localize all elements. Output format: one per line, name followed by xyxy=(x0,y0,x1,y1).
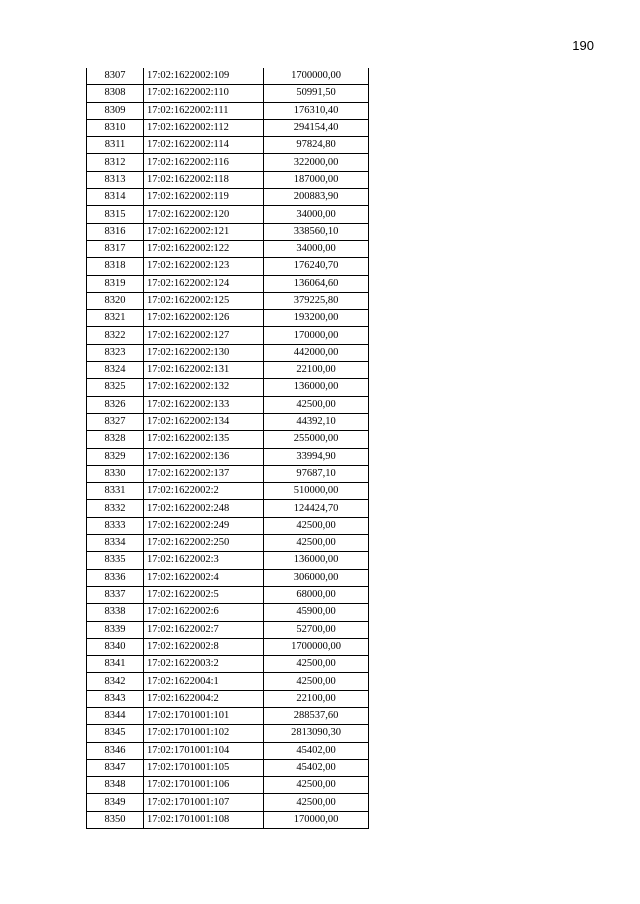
cadastral-number-cell: 17:02:1701001:108 xyxy=(144,811,264,828)
row-number-cell: 8348 xyxy=(87,777,144,794)
cadastral-number-cell: 17:02:1622002:3 xyxy=(144,552,264,569)
table-row xyxy=(87,171,369,188)
value-cell: 1700000,00 xyxy=(264,638,369,655)
cadastral-number-cell: 17:02:1622002:120 xyxy=(144,206,264,223)
cadastral-number-cell: 17:02:1622002:134 xyxy=(144,413,264,430)
cadastral-number-cell: 17:02:1701001:105 xyxy=(144,759,264,776)
value-cell: 322000,00 xyxy=(264,154,369,171)
value-cell: 45402,00 xyxy=(264,742,369,759)
value-cell: 170000,00 xyxy=(264,327,369,344)
table-row xyxy=(87,344,369,361)
value-cell: 176310,40 xyxy=(264,102,369,119)
value-cell: 33994,90 xyxy=(264,448,369,465)
table-row xyxy=(87,725,369,742)
row-number-cell: 8342 xyxy=(87,673,144,690)
table-row xyxy=(87,189,369,206)
row-number-cell: 8346 xyxy=(87,742,144,759)
value-cell: 42500,00 xyxy=(264,535,369,552)
value-cell: 2813090,30 xyxy=(264,725,369,742)
row-number-cell: 8333 xyxy=(87,517,144,534)
value-cell: 42500,00 xyxy=(264,794,369,811)
row-number-cell: 8312 xyxy=(87,154,144,171)
row-number-cell: 8337 xyxy=(87,586,144,603)
cadastral-number-cell: 17:02:1622002:4 xyxy=(144,569,264,586)
cadastral-number-cell: 17:02:1701001:106 xyxy=(144,777,264,794)
row-number-cell: 8336 xyxy=(87,569,144,586)
cadastral-number-cell: 17:02:1622002:111 xyxy=(144,102,264,119)
row-number-cell: 8338 xyxy=(87,604,144,621)
table-row xyxy=(87,102,369,119)
row-number-cell: 8344 xyxy=(87,707,144,724)
page-number: 190 xyxy=(572,38,594,53)
cadastral-number-cell: 17:02:1622003:2 xyxy=(144,656,264,673)
value-cell: 294154,40 xyxy=(264,119,369,136)
row-number-cell: 8323 xyxy=(87,344,144,361)
row-number-cell: 8345 xyxy=(87,725,144,742)
cadastral-number-cell: 17:02:1622002:7 xyxy=(144,621,264,638)
table-row xyxy=(87,379,369,396)
row-number-cell: 8309 xyxy=(87,102,144,119)
row-number-cell: 8321 xyxy=(87,310,144,327)
value-cell: 45900,00 xyxy=(264,604,369,621)
table-row xyxy=(87,811,369,828)
value-cell: 200883,90 xyxy=(264,189,369,206)
table-row xyxy=(87,569,369,586)
cadastral-number-cell: 17:02:1622002:133 xyxy=(144,396,264,413)
table-row xyxy=(87,517,369,534)
value-cell: 68000,00 xyxy=(264,586,369,603)
row-number-cell: 8330 xyxy=(87,465,144,482)
table-row xyxy=(87,552,369,569)
table-row xyxy=(87,413,369,430)
value-cell: 1700000,00 xyxy=(264,68,369,85)
cadastral-number-cell: 17:02:1622002:135 xyxy=(144,431,264,448)
value-cell: 97824,80 xyxy=(264,137,369,154)
row-number-cell: 8335 xyxy=(87,552,144,569)
cadastral-number-cell: 17:02:1701001:104 xyxy=(144,742,264,759)
cadastral-number-cell: 17:02:1622002:123 xyxy=(144,258,264,275)
table-row xyxy=(87,707,369,724)
cadastral-number-cell: 17:02:1622004:2 xyxy=(144,690,264,707)
cadastral-number-cell: 17:02:1622002:118 xyxy=(144,171,264,188)
row-number-cell: 8324 xyxy=(87,362,144,379)
value-cell: 42500,00 xyxy=(264,517,369,534)
cadastral-number-cell: 17:02:1622002:125 xyxy=(144,292,264,309)
row-number-cell: 8318 xyxy=(87,258,144,275)
row-number-cell: 8328 xyxy=(87,431,144,448)
value-cell: 193200,00 xyxy=(264,310,369,327)
row-number-cell: 8310 xyxy=(87,119,144,136)
row-number-cell: 8329 xyxy=(87,448,144,465)
table-row xyxy=(87,258,369,275)
value-cell: 45402,00 xyxy=(264,759,369,776)
value-cell: 176240,70 xyxy=(264,258,369,275)
row-number-cell: 8314 xyxy=(87,189,144,206)
value-cell: 42500,00 xyxy=(264,673,369,690)
cadastral-number-cell: 17:02:1622002:109 xyxy=(144,68,264,85)
row-number-cell: 8347 xyxy=(87,759,144,776)
table-row xyxy=(87,431,369,448)
cadastral-number-cell: 17:02:1701001:107 xyxy=(144,794,264,811)
cadastral-number-cell: 17:02:1622002:130 xyxy=(144,344,264,361)
row-number-cell: 8322 xyxy=(87,327,144,344)
row-number-cell: 8334 xyxy=(87,535,144,552)
row-number-cell: 8331 xyxy=(87,483,144,500)
row-number-cell: 8317 xyxy=(87,240,144,257)
table-row xyxy=(87,275,369,292)
table-row xyxy=(87,137,369,154)
cadastral-number-cell: 17:02:1701001:102 xyxy=(144,725,264,742)
table-row xyxy=(87,759,369,776)
row-number-cell: 8340 xyxy=(87,638,144,655)
table-row xyxy=(87,119,369,136)
value-cell: 338560,10 xyxy=(264,223,369,240)
value-cell: 255000,00 xyxy=(264,431,369,448)
table-row xyxy=(87,448,369,465)
cadastral-number-cell: 17:02:1622002:127 xyxy=(144,327,264,344)
value-cell: 288537,60 xyxy=(264,707,369,724)
cadastral-number-cell: 17:02:1622002:122 xyxy=(144,240,264,257)
row-number-cell: 8327 xyxy=(87,413,144,430)
table-row xyxy=(87,673,369,690)
row-number-cell: 8315 xyxy=(87,206,144,223)
cadastral-number-cell: 17:02:1622002:5 xyxy=(144,586,264,603)
table-row xyxy=(87,327,369,344)
table-row xyxy=(87,68,369,85)
row-number-cell: 8325 xyxy=(87,379,144,396)
table-body xyxy=(87,68,369,829)
row-number-cell: 8307 xyxy=(87,68,144,85)
cadastral-number-cell: 17:02:1622002:126 xyxy=(144,310,264,327)
row-number-cell: 8341 xyxy=(87,656,144,673)
cadastral-number-cell: 17:02:1622002:248 xyxy=(144,500,264,517)
table-row xyxy=(87,586,369,603)
cadastral-number-cell: 17:02:1622002:8 xyxy=(144,638,264,655)
row-number-cell: 8332 xyxy=(87,500,144,517)
table-row xyxy=(87,206,369,223)
cadastral-number-cell: 17:02:1622002:116 xyxy=(144,154,264,171)
value-cell: 306000,00 xyxy=(264,569,369,586)
table-row xyxy=(87,465,369,482)
cadastral-number-cell: 17:02:1622002:119 xyxy=(144,189,264,206)
value-cell: 170000,00 xyxy=(264,811,369,828)
cadastral-number-cell: 17:02:1622002:137 xyxy=(144,465,264,482)
row-number-cell: 8339 xyxy=(87,621,144,638)
value-cell: 42500,00 xyxy=(264,396,369,413)
cadastral-number-cell: 17:02:1622002:131 xyxy=(144,362,264,379)
value-cell: 136000,00 xyxy=(264,379,369,396)
row-number-cell: 8326 xyxy=(87,396,144,413)
value-cell: 34000,00 xyxy=(264,240,369,257)
cadastral-number-cell: 17:02:1701001:101 xyxy=(144,707,264,724)
cadastral-number-cell: 17:02:1622002:112 xyxy=(144,119,264,136)
table-row xyxy=(87,362,369,379)
table-row xyxy=(87,638,369,655)
row-number-cell: 8349 xyxy=(87,794,144,811)
row-number-cell: 8308 xyxy=(87,85,144,102)
table-row xyxy=(87,604,369,621)
value-cell: 442000,00 xyxy=(264,344,369,361)
table-row xyxy=(87,500,369,517)
cadastral-number-cell: 17:02:1622002:132 xyxy=(144,379,264,396)
table-row xyxy=(87,483,369,500)
table-row xyxy=(87,621,369,638)
cadastral-number-cell: 17:02:1622002:2 xyxy=(144,483,264,500)
table-row xyxy=(87,656,369,673)
table-row xyxy=(87,535,369,552)
table-row xyxy=(87,223,369,240)
table-row xyxy=(87,742,369,759)
row-number-cell: 8350 xyxy=(87,811,144,828)
value-cell: 22100,00 xyxy=(264,362,369,379)
cadastral-number-cell: 17:02:1622004:1 xyxy=(144,673,264,690)
cadastral-number-cell: 17:02:1622002:6 xyxy=(144,604,264,621)
row-number-cell: 8316 xyxy=(87,223,144,240)
table-row xyxy=(87,777,369,794)
value-cell: 136064,60 xyxy=(264,275,369,292)
value-cell: 44392,10 xyxy=(264,413,369,430)
value-cell: 52700,00 xyxy=(264,621,369,638)
value-cell: 136000,00 xyxy=(264,552,369,569)
row-number-cell: 8320 xyxy=(87,292,144,309)
value-cell: 50991,50 xyxy=(264,85,369,102)
cadastral-number-cell: 17:02:1622002:249 xyxy=(144,517,264,534)
cadastral-table xyxy=(86,68,369,829)
cadastral-number-cell: 17:02:1622002:124 xyxy=(144,275,264,292)
cadastral-number-cell: 17:02:1622002:121 xyxy=(144,223,264,240)
table-row xyxy=(87,154,369,171)
cadastral-number-cell: 17:02:1622002:114 xyxy=(144,137,264,154)
table-row xyxy=(87,292,369,309)
value-cell: 187000,00 xyxy=(264,171,369,188)
value-cell: 97687,10 xyxy=(264,465,369,482)
value-cell: 42500,00 xyxy=(264,777,369,794)
table-row xyxy=(87,240,369,257)
value-cell: 34000,00 xyxy=(264,206,369,223)
table-row xyxy=(87,85,369,102)
table-row xyxy=(87,690,369,707)
value-cell: 124424,70 xyxy=(264,500,369,517)
cadastral-number-cell: 17:02:1622002:110 xyxy=(144,85,264,102)
cadastral-number-cell: 17:02:1622002:250 xyxy=(144,535,264,552)
value-cell: 22100,00 xyxy=(264,690,369,707)
value-cell: 379225,80 xyxy=(264,292,369,309)
row-number-cell: 8311 xyxy=(87,137,144,154)
row-number-cell: 8313 xyxy=(87,171,144,188)
row-number-cell: 8319 xyxy=(87,275,144,292)
table-row xyxy=(87,310,369,327)
cadastral-number-cell: 17:02:1622002:136 xyxy=(144,448,264,465)
table-row xyxy=(87,396,369,413)
table-row xyxy=(87,794,369,811)
value-cell: 510000,00 xyxy=(264,483,369,500)
value-cell: 42500,00 xyxy=(264,656,369,673)
row-number-cell: 8343 xyxy=(87,690,144,707)
